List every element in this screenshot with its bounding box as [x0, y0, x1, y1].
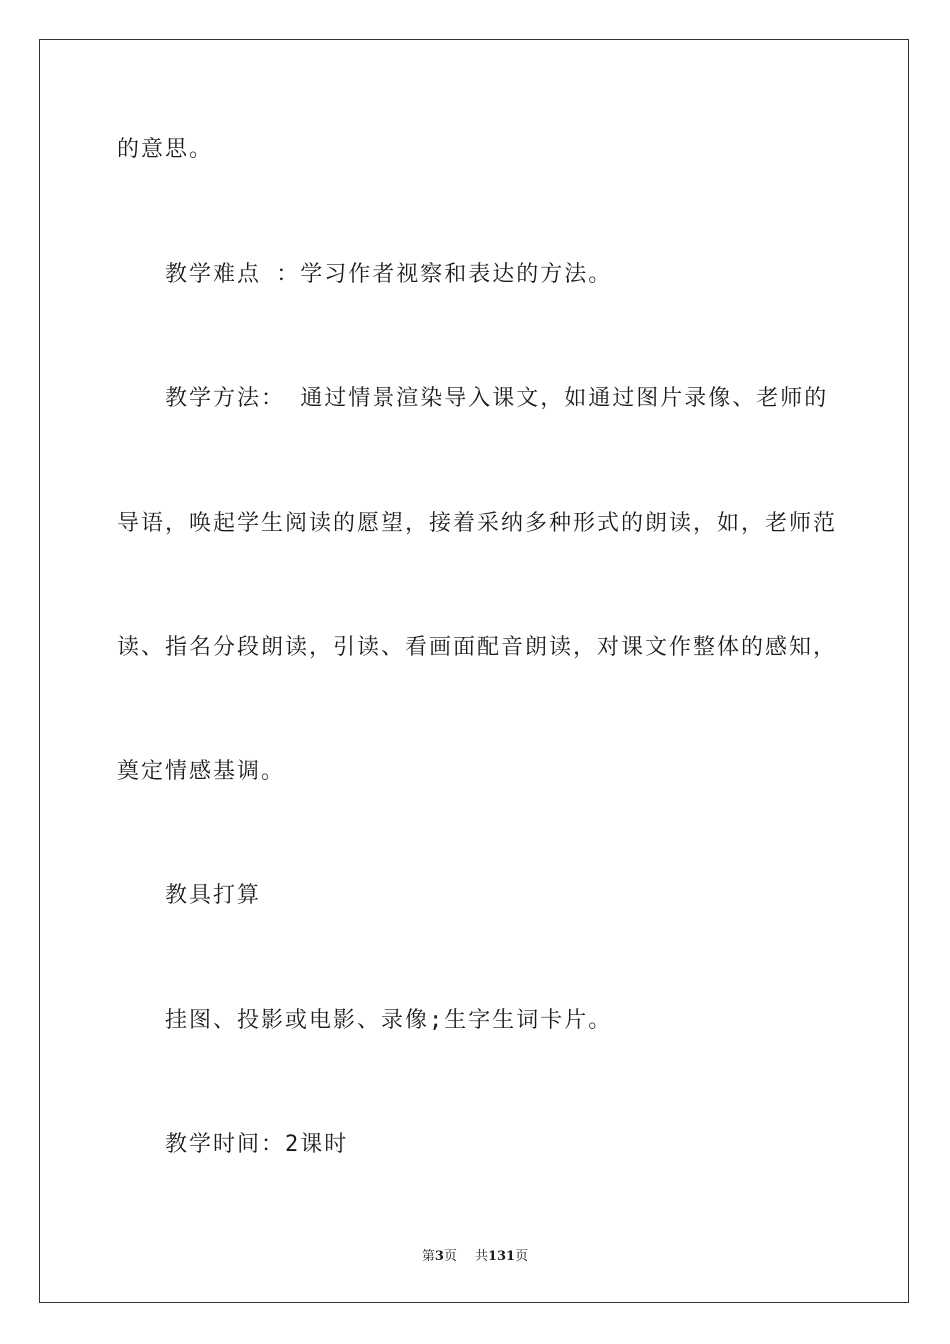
text-line-9: 教学时间：2课时 — [165, 1132, 349, 1157]
text-line-7: 教具打算 — [165, 883, 262, 908]
text-line-3: 教学方法： 通过情景渲染导入课文，如通过图片录像、老师的 — [165, 386, 829, 411]
text-line-2: 教学难点 ：学习作者视察和表达的方法。 — [165, 262, 613, 287]
footer-page-suffix: 页 — [443, 1249, 457, 1264]
text-line-1: 的意思。 — [117, 137, 214, 162]
footer-total-pages: 131 — [487, 1249, 516, 1264]
footer-total-suffix: 页 — [515, 1249, 529, 1264]
page-border — [39, 39, 909, 1303]
page-footer — [0, 1248, 950, 1266]
footer-page-number: 3 — [434, 1249, 444, 1264]
footer-total-prefix: 共 — [474, 1249, 488, 1264]
text-line-8: 挂图、投影或电影、录像;生字生词卡片。 — [165, 1008, 613, 1033]
footer-page-prefix: 第 — [421, 1249, 435, 1264]
text-line-5: 读、指名分段朗读，引读、看画面配音朗读，对课文作整体的感知， — [117, 635, 838, 660]
text-line-4: 导语，唤起学生阅读的愿望，接着采纳多种形式的朗读，如，老师范 — [117, 511, 838, 536]
text-line-6: 奠定情感基调。 — [117, 759, 286, 784]
